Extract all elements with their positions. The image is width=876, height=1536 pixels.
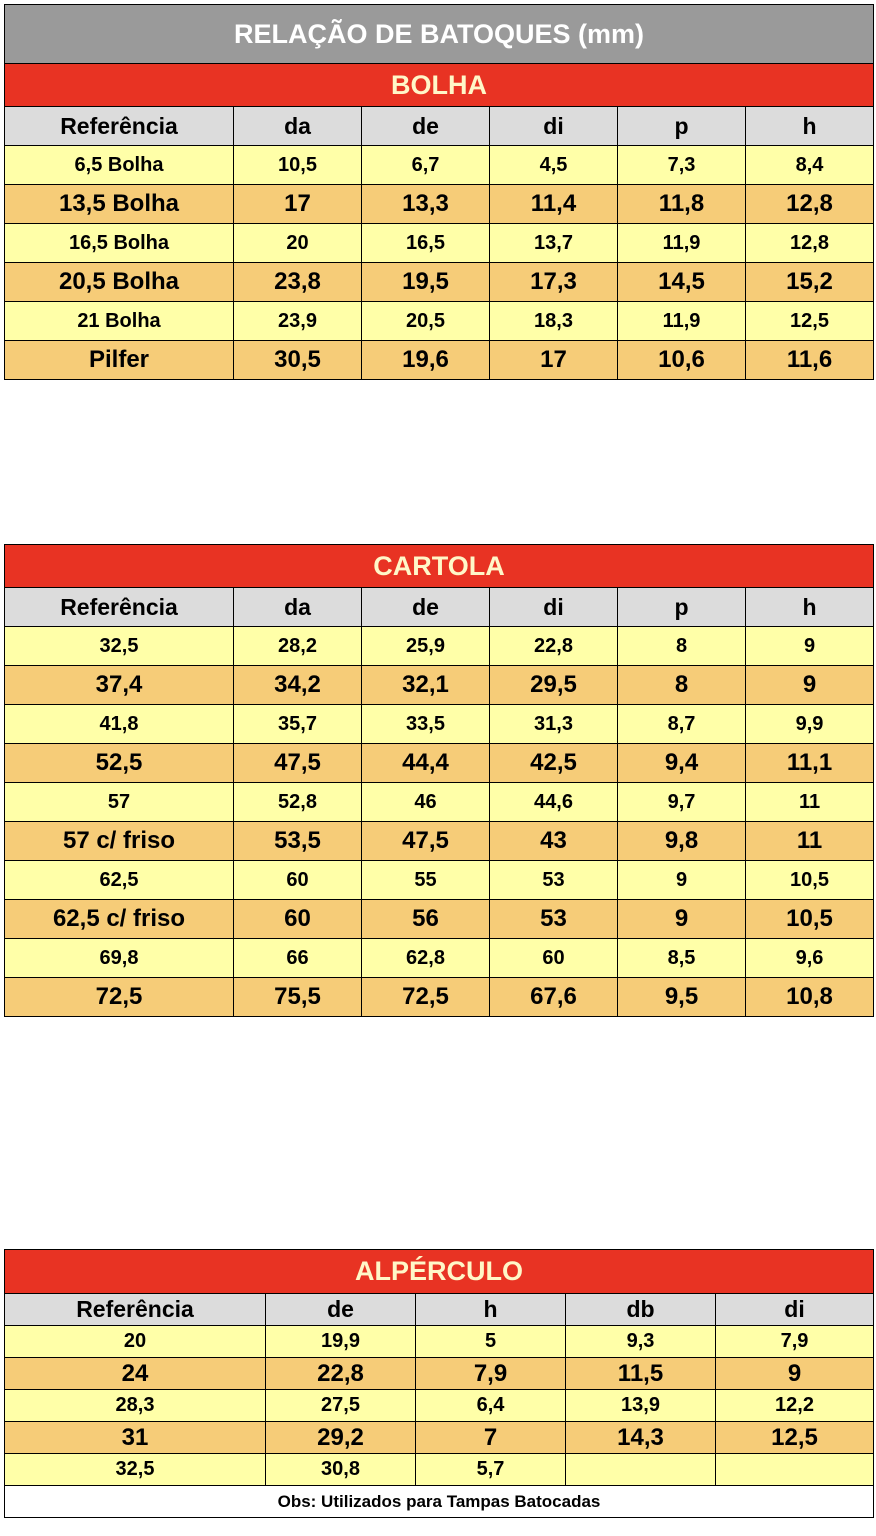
value-cell: 9,3	[566, 1326, 716, 1358]
value-cell: 11,9	[618, 302, 746, 341]
table-row	[5, 900, 874, 939]
table-row	[5, 783, 874, 822]
reference-cell: 41,8	[5, 705, 234, 744]
column-header: da	[234, 588, 362, 627]
value-cell: 28,2	[234, 627, 362, 666]
value-cell: 9,8	[618, 822, 746, 861]
value-cell: 9,9	[746, 705, 874, 744]
bolha-section	[4, 4, 873, 380]
value-cell: 11	[746, 822, 874, 861]
value-cell	[716, 1454, 874, 1486]
column-header: p	[618, 107, 746, 146]
table-row	[5, 263, 874, 302]
value-cell: 12,2	[716, 1390, 874, 1422]
column-header: di	[490, 588, 618, 627]
reference-cell: 21 Bolha	[5, 302, 234, 341]
value-cell: 30,8	[266, 1454, 416, 1486]
value-cell: 11,1	[746, 744, 874, 783]
reference-cell: 16,5 Bolha	[5, 224, 234, 263]
value-cell: 52,8	[234, 783, 362, 822]
alperculo-table	[4, 1249, 874, 1518]
value-cell: 44,4	[362, 744, 490, 783]
table-row	[5, 146, 874, 185]
column-header: h	[746, 588, 874, 627]
value-cell: 22,8	[490, 627, 618, 666]
cartola-table	[4, 544, 874, 1017]
value-cell: 11,5	[566, 1358, 716, 1390]
value-cell: 27,5	[266, 1390, 416, 1422]
value-cell: 19,9	[266, 1326, 416, 1358]
value-cell: 4,5	[490, 146, 618, 185]
table-row	[5, 185, 874, 224]
column-header: Referência	[5, 588, 234, 627]
table-row	[5, 861, 874, 900]
value-cell: 9,5	[618, 978, 746, 1017]
value-cell: 6,7	[362, 146, 490, 185]
value-cell: 55	[362, 861, 490, 900]
column-header: de	[266, 1294, 416, 1326]
value-cell: 9	[716, 1358, 874, 1390]
value-cell: 5	[416, 1326, 566, 1358]
value-cell: 18,3	[490, 302, 618, 341]
value-cell: 8,4	[746, 146, 874, 185]
value-cell: 72,5	[362, 978, 490, 1017]
value-cell: 29,2	[266, 1422, 416, 1454]
reference-cell: 52,5	[5, 744, 234, 783]
column-header: de	[362, 107, 490, 146]
section-title-alperculo: ALPÉRCULO	[5, 1250, 874, 1294]
value-cell: 11	[746, 783, 874, 822]
page-title: RELAÇÃO DE BATOQUES (mm)	[5, 5, 874, 64]
value-cell: 12,5	[716, 1422, 874, 1454]
column-header: Referência	[5, 1294, 266, 1326]
value-cell: 46	[362, 783, 490, 822]
value-cell: 10,6	[618, 341, 746, 380]
reference-cell: 62,5 c/ friso	[5, 900, 234, 939]
value-cell: 60	[490, 939, 618, 978]
section-title-bolha: BOLHA	[5, 64, 874, 107]
value-cell: 9,6	[746, 939, 874, 978]
column-header: da	[234, 107, 362, 146]
column-header: p	[618, 588, 746, 627]
column-header: di	[490, 107, 618, 146]
value-cell: 12,8	[746, 224, 874, 263]
value-cell: 16,5	[362, 224, 490, 263]
value-cell: 19,5	[362, 263, 490, 302]
value-cell: 11,6	[746, 341, 874, 380]
table-row	[5, 1326, 874, 1358]
value-cell: 13,9	[566, 1390, 716, 1422]
value-cell: 14,5	[618, 263, 746, 302]
table-row	[5, 224, 874, 263]
value-cell: 9	[618, 900, 746, 939]
table-row	[5, 978, 874, 1017]
reference-cell: 72,5	[5, 978, 234, 1017]
value-cell: 7,3	[618, 146, 746, 185]
reference-cell: 32,5	[5, 1454, 266, 1486]
value-cell: 9,7	[618, 783, 746, 822]
note-text: Obs: Utilizados para Tampas Batocadas	[5, 1486, 874, 1518]
value-cell: 20	[234, 224, 362, 263]
value-cell: 34,2	[234, 666, 362, 705]
value-cell: 67,6	[490, 978, 618, 1017]
table-row	[5, 705, 874, 744]
value-cell: 75,5	[234, 978, 362, 1017]
value-cell: 9	[618, 861, 746, 900]
value-cell: 56	[362, 900, 490, 939]
value-cell: 35,7	[234, 705, 362, 744]
reference-cell: 20,5 Bolha	[5, 263, 234, 302]
value-cell: 62,8	[362, 939, 490, 978]
value-cell: 8,5	[618, 939, 746, 978]
reference-cell: 20	[5, 1326, 266, 1358]
value-cell: 53,5	[234, 822, 362, 861]
table-row	[5, 627, 874, 666]
reference-cell: 37,4	[5, 666, 234, 705]
reference-cell: 31	[5, 1422, 266, 1454]
section-title-cartola: CARTOLA	[5, 545, 874, 588]
value-cell: 13,3	[362, 185, 490, 224]
table-row	[5, 1454, 874, 1486]
value-cell: 60	[234, 900, 362, 939]
value-cell: 42,5	[490, 744, 618, 783]
value-cell: 32,1	[362, 666, 490, 705]
table-row	[5, 666, 874, 705]
value-cell: 9	[746, 627, 874, 666]
value-cell: 23,8	[234, 263, 362, 302]
value-cell: 33,5	[362, 705, 490, 744]
column-header: h	[746, 107, 874, 146]
alperculo-section	[4, 1249, 873, 1518]
value-cell: 6,4	[416, 1390, 566, 1422]
value-cell: 19,6	[362, 341, 490, 380]
value-cell: 44,6	[490, 783, 618, 822]
bolha-table	[4, 4, 874, 380]
value-cell: 22,8	[266, 1358, 416, 1390]
value-cell: 13,7	[490, 224, 618, 263]
value-cell: 7	[416, 1422, 566, 1454]
value-cell: 7,9	[716, 1326, 874, 1358]
value-cell: 31,3	[490, 705, 618, 744]
value-cell: 53	[490, 861, 618, 900]
table-row	[5, 822, 874, 861]
value-cell: 17	[490, 341, 618, 380]
value-cell: 10,5	[746, 900, 874, 939]
column-header-row	[5, 1294, 874, 1326]
value-cell: 8,7	[618, 705, 746, 744]
reference-cell: 28,3	[5, 1390, 266, 1422]
table-row	[5, 744, 874, 783]
reference-cell: 13,5 Bolha	[5, 185, 234, 224]
reference-cell: 57 c/ friso	[5, 822, 234, 861]
reference-cell: 32,5	[5, 627, 234, 666]
column-header: di	[716, 1294, 874, 1326]
value-cell: 30,5	[234, 341, 362, 380]
reference-cell: 24	[5, 1358, 266, 1390]
value-cell: 29,5	[490, 666, 618, 705]
reference-cell: Pilfer	[5, 341, 234, 380]
value-cell: 10,5	[746, 861, 874, 900]
value-cell: 10,8	[746, 978, 874, 1017]
value-cell: 47,5	[234, 744, 362, 783]
reference-cell: 62,5	[5, 861, 234, 900]
value-cell: 12,8	[746, 185, 874, 224]
value-cell: 66	[234, 939, 362, 978]
cartola-section	[4, 544, 873, 1017]
value-cell: 8	[618, 627, 746, 666]
value-cell: 8	[618, 666, 746, 705]
value-cell: 25,9	[362, 627, 490, 666]
value-cell: 47,5	[362, 822, 490, 861]
table-row	[5, 341, 874, 380]
value-cell	[566, 1454, 716, 1486]
reference-cell: 6,5 Bolha	[5, 146, 234, 185]
value-cell: 12,5	[746, 302, 874, 341]
value-cell: 14,3	[566, 1422, 716, 1454]
table-row	[5, 1358, 874, 1390]
value-cell: 11,4	[490, 185, 618, 224]
value-cell: 20,5	[362, 302, 490, 341]
value-cell: 9	[746, 666, 874, 705]
column-header: db	[566, 1294, 716, 1326]
value-cell: 5,7	[416, 1454, 566, 1486]
reference-cell: 57	[5, 783, 234, 822]
table-row	[5, 302, 874, 341]
column-header-row	[5, 107, 874, 146]
value-cell: 10,5	[234, 146, 362, 185]
value-cell: 17	[234, 185, 362, 224]
column-header-row	[5, 588, 874, 627]
reference-cell: 69,8	[5, 939, 234, 978]
table-row	[5, 939, 874, 978]
value-cell: 17,3	[490, 263, 618, 302]
value-cell: 9,4	[618, 744, 746, 783]
value-cell: 11,8	[618, 185, 746, 224]
value-cell: 7,9	[416, 1358, 566, 1390]
column-header: h	[416, 1294, 566, 1326]
value-cell: 60	[234, 861, 362, 900]
column-header: de	[362, 588, 490, 627]
value-cell: 15,2	[746, 263, 874, 302]
table-row	[5, 1390, 874, 1422]
value-cell: 11,9	[618, 224, 746, 263]
table-row	[5, 1422, 874, 1454]
value-cell: 23,9	[234, 302, 362, 341]
value-cell: 53	[490, 900, 618, 939]
column-header: Referência	[5, 107, 234, 146]
value-cell: 43	[490, 822, 618, 861]
